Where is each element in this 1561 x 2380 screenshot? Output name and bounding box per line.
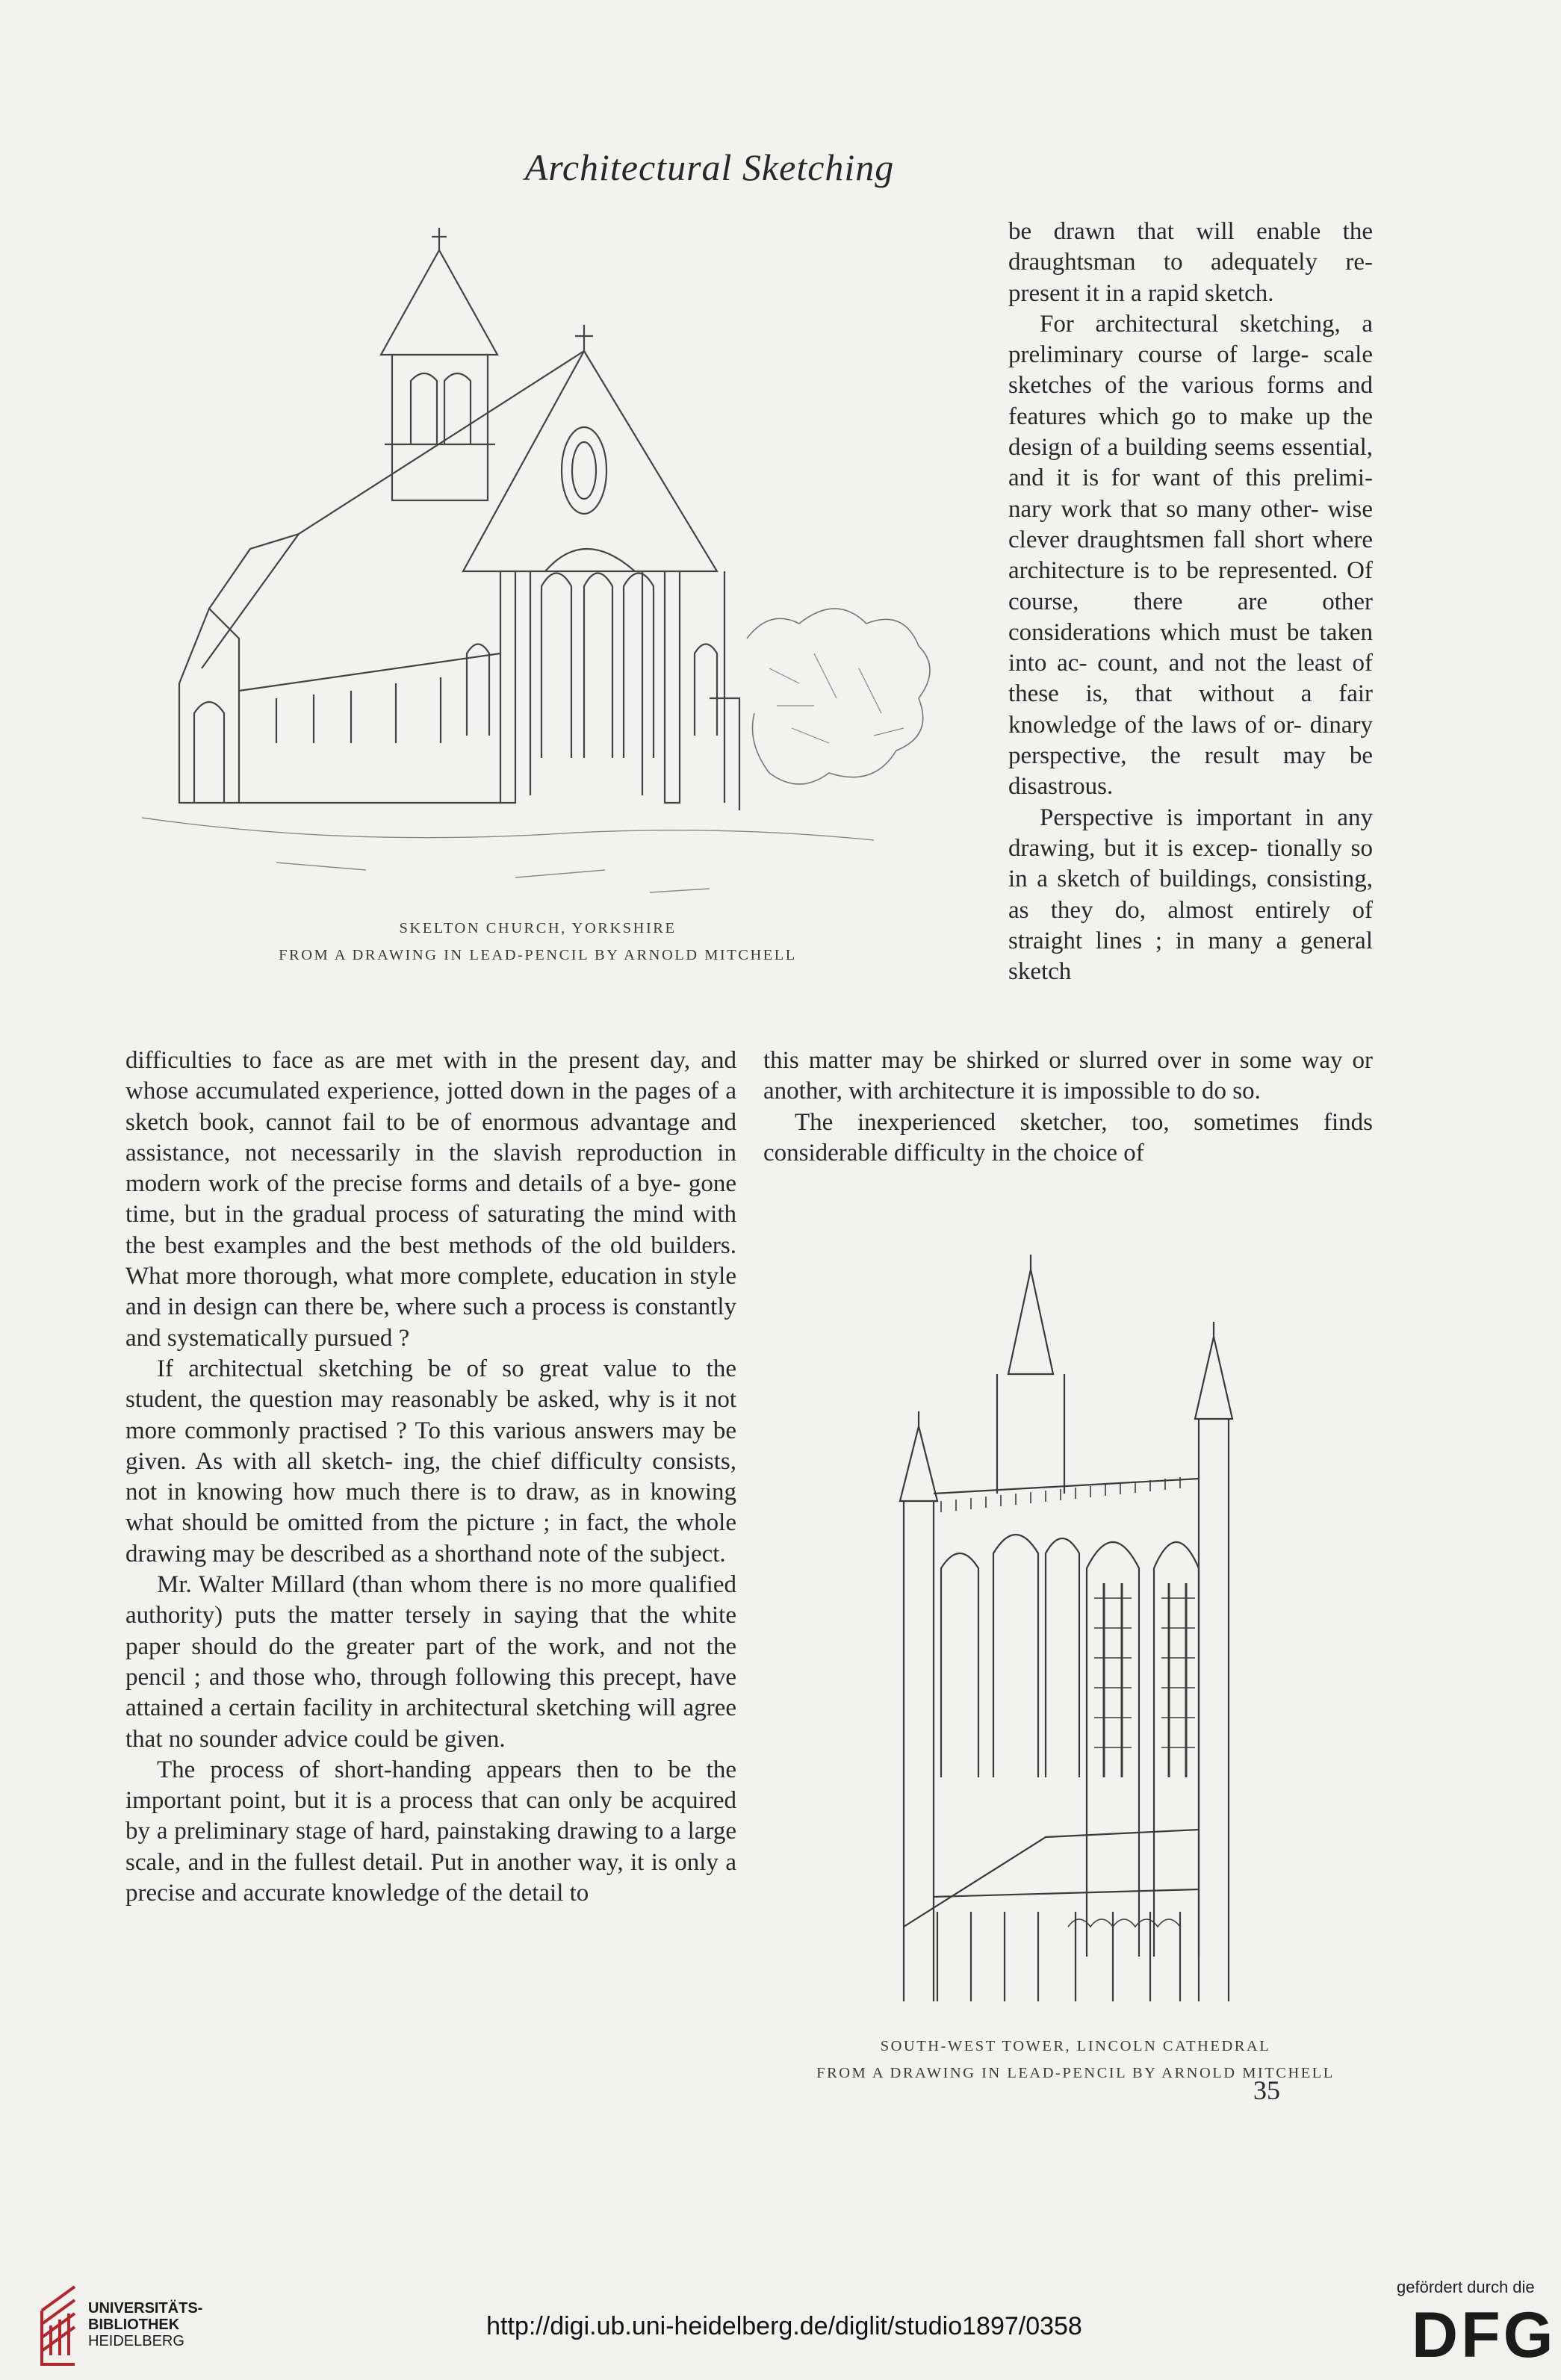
figure1-caption-credit: FROM A DRAWING IN LEAD-PENCIL BY ARNOLD MITCHELL	[279, 947, 797, 963]
paragraph: Perspective is important in any drawing, but it is excep- tionally so in a sketch of buildings, consisting, as they do, almost entirely of straight lines ; in many a general sketch	[1008, 804, 1373, 986]
permalink-url[interactable]: http://digi.ub.uni-heidelberg.de/diglit/studio1897/0358	[486, 2312, 1082, 2340]
paragraph: The inexperienced sketcher, too, sometimes finds considerable difficulty in the choice of	[763, 1108, 1373, 1166]
library-name-line2: BIBLIOTHEK	[88, 2317, 180, 2333]
paragraph: difficulties to face as are met with in the present day, and whose accumulated experience, jotted down in the pages of a sketch book, cannot fail to be of enormous advantage and assistance, not necessarily in the slavish reproduction in modern work of the precise forms and details of a bye- gone time, but in the gradual process of saturating the mind with the best examples and the best methods of the old builders. What more thorough, what more complete, education in style and in design can there be, where such a process is constantly and systematically pursued ?	[125, 1047, 736, 1352]
funding-note: gefördert durch die	[1397, 2278, 1535, 2296]
lincoln-tower-drawing	[866, 1255, 1270, 2028]
paragraph: be drawn that will enable the draughtsman to adequately re- present it in a rapid sketch.	[1008, 218, 1373, 307]
paragraph: If architectual sketching be of so great value to the student, the question may reasonably be asked, why is it not more commonly practised ? To this various answers may be given. As with all sketch- ing, the chief difficulty consists, not in knowing how much there is to draw, as in knowing what should be omitted from the picture ; in fact, the whole drawing may be described as a shorthand note of the subject.	[125, 1355, 736, 1567]
dfg-logo: DFG	[1412, 2299, 1557, 2371]
library-name-line1: UNIVERSITÄTS-	[88, 2300, 203, 2317]
university-library-logo	[37, 2281, 79, 2369]
page-number: 35	[1253, 2075, 1280, 2105]
figure2-caption-title: SOUTH-WEST TOWER, LINCOLN CATHEDRAL	[880, 2038, 1271, 2054]
paragraph: The process of short-handing appears then to be the important point, but it is a process that can only be acquired by a preliminary stage of hard, painstaking drawing to a large scale, and in the fullest detail. Put in another way, it is only a precise and accurate knowledge of the detail to	[125, 1756, 736, 1907]
figure1-caption	[209, 915, 866, 969]
library-name-line3: HEIDELBERG	[88, 2333, 184, 2349]
university-library-name	[88, 2300, 202, 2349]
running-title: Architectural Sketching	[524, 146, 895, 188]
paragraph: this matter may be shirked or slurred over in some way or another, with architecture it is impossible to do so.	[763, 1047, 1373, 1105]
figure1-caption-title: SKELTON CHURCH, YORKSHIRE	[399, 920, 677, 936]
paragraph: For architectural sketching, a preliminary course of large- scale sketches of the various forms and features which go to make up the design of a building seems essential, and it is for want of this prelimi- nary work that so many other- wise clever draughtsmen fall short where architecture is to be represented. Of course, there are other considerations which must be taken into ac- count, and not the least of these is, that without a fair knowledge of the laws of or- dinary perspective, the result may be disastrous.	[1008, 310, 1373, 801]
figure2-caption-credit: FROM A DRAWING IN LEAD-PENCIL BY ARNOLD MITCHELL	[816, 2065, 1335, 2081]
left-column	[125, 1045, 736, 1909]
figure2-caption	[747, 2033, 1404, 2087]
paragraph: Mr. Walter Millard (than whom there is no more qualified authority) puts the matter tersely in saying that the white paper should do the greater part of the work, and not the pencil ; and those who, through following this precept, have attained a certain facility in architectural sketching will agree that no sounder advice could be given.	[125, 1571, 736, 1753]
skelton-church-drawing	[127, 220, 952, 900]
right-column-top	[1008, 217, 1373, 987]
right-column-middle	[763, 1045, 1373, 1169]
